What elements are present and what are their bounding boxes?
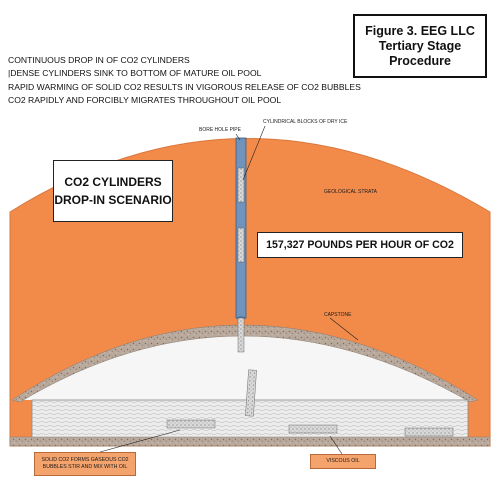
intro-line: RAPID WARMING OF SOLID CO2 RESULTS IN VIGOROUS RELEASE OF CO2 BUBBLES <box>8 81 361 92</box>
viscous-oil-label: VISCOUS OIL <box>326 458 360 464</box>
intro-line: CONTINUOUS DROP IN OF CO2 CYLINDERS <box>8 55 190 65</box>
geological-strata-label: GEOLOGICAL STRATA <box>324 189 377 195</box>
scenario-line2: DROP-IN SCENARIO <box>54 193 172 207</box>
settled-cylinder <box>167 420 215 428</box>
cylindrical-blocks-label: CYLINDRICAL BLOCKS OF DRY ICE <box>263 119 348 125</box>
scenario-line1: CO2 CYLINDERS <box>64 175 162 189</box>
scenario-box <box>53 160 173 222</box>
dry-ice-cylinder <box>238 318 244 352</box>
solid-co2-line2: BUBBLES STIR AND MIX WITH OIL <box>42 464 128 470</box>
viscous-oil-callout <box>310 454 376 469</box>
intro-line: CO2 RAPIDLY AND FORCIBLY MIGRATES THROUGHOUT OIL POOL <box>8 95 282 106</box>
settled-cylinder <box>405 428 453 436</box>
co2-rate-box <box>257 232 463 258</box>
solid-co2-callout <box>34 452 136 476</box>
intro-line: |DENSE CYLINDERS SINK TO BOTTOM OF MATURE OIL POOL <box>8 68 262 79</box>
dry-ice-cylinder <box>238 228 244 262</box>
figure-title-line1: Figure 3. EEG LLC <box>365 23 475 38</box>
bedrock-gravel <box>10 437 490 446</box>
bore-hole-pipe-label: BORE HOLE PIPE <box>199 127 241 133</box>
dry-ice-cylinder <box>238 168 244 202</box>
settled-cylinder <box>289 425 337 433</box>
figure-title-line2: Tertiary Stage <box>378 38 462 53</box>
co2-rate-text: 157,327 POUNDS PER HOUR OF CO2 <box>266 239 454 251</box>
solid-co2-line1: SOLID CO2 FORMS GASEOUS CO2 <box>41 457 129 463</box>
capstone-label: CAPSTONE <box>324 312 352 318</box>
figure-title-line3: Procedure <box>389 53 451 68</box>
